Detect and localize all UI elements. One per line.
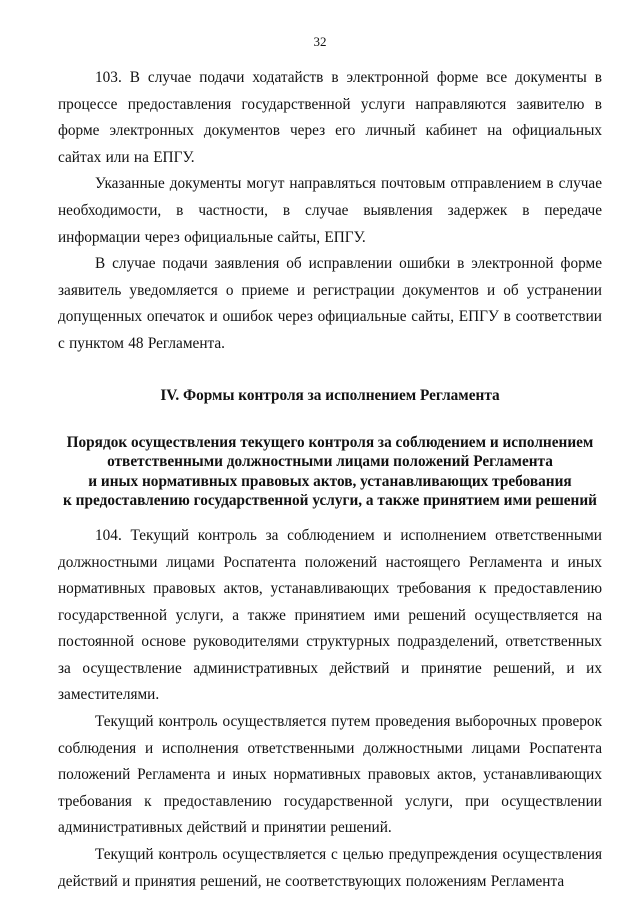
- subsection-heading-line: и иных нормативных правовых актов, устанавливающих требования: [88, 472, 572, 490]
- section-heading: IV. Формы контроля за исполнением Регламента: [160, 386, 500, 404]
- paragraph-control-purpose: Текущий контроль осуществляется с целью предупреждения осуществления действий и принятия решений, не соответствующих положениям Регламента: [58, 846, 602, 890]
- paragraph-selective-checks: Текущий контроль осуществляется путем проведения выборочных проверок соблюдения и исполнения ответственными должностными лицами Роспатента положений Регламента и иных нормативных правовых актов, устанавливающих требования к предоставлению государственной услуги, при осуществлении административных действий и принятии решений.: [58, 713, 602, 837]
- paragraph-error-correction: В случае подачи заявления об исправлении ошибки в электронной форме заявитель уведомляется о приеме и регистрации документов и об устранении допущенных опечаток и ошибок через официальные сайты, ЕПГУ в соответствии с пунктом 48 Регламента.: [58, 255, 602, 352]
- page-number: 32: [313, 34, 327, 49]
- subsection-heading-line: к предоставлению государственной услуги, а также принятием ими решений: [63, 492, 597, 510]
- subsection-heading: [58, 433, 602, 511]
- subsection-heading-line: ответственными должностными лицами положений Регламента: [107, 453, 553, 471]
- paragraph-104: 104. Текущий контроль за соблюдением и исполнением ответственными должностными лицами Роспатента положений настоящего Регламента и иных нормативных правовых актов, устанавливающих требования к предоставлению государственной услуги, а также принятием ими решений осуществляется на постоянной основе руководителями структурных подразделений, ответственных за осуществление административных действий и принятие решений, и их заместителями.: [58, 526, 602, 704]
- page-content: [58, 65, 602, 895]
- subsection-heading-line: Порядок осуществления текущего контроля за соблюдением и исполнением: [66, 433, 594, 451]
- paragraph-documents-by-mail: Указанные документы могут направляться почтовым отправлением в случае необходимости, в частности, в случае выявления задержек в передаче информации через официальные сайты, ЕПГУ.: [58, 175, 602, 246]
- paragraph-103: 103. В случае подачи ходатайств в электронной форме все документы в процессе предоставления государственной услуги направляются заявителю в форме электронных документов через его личный кабинет на официальных сайтах или на ЕПГУ.: [58, 69, 602, 166]
